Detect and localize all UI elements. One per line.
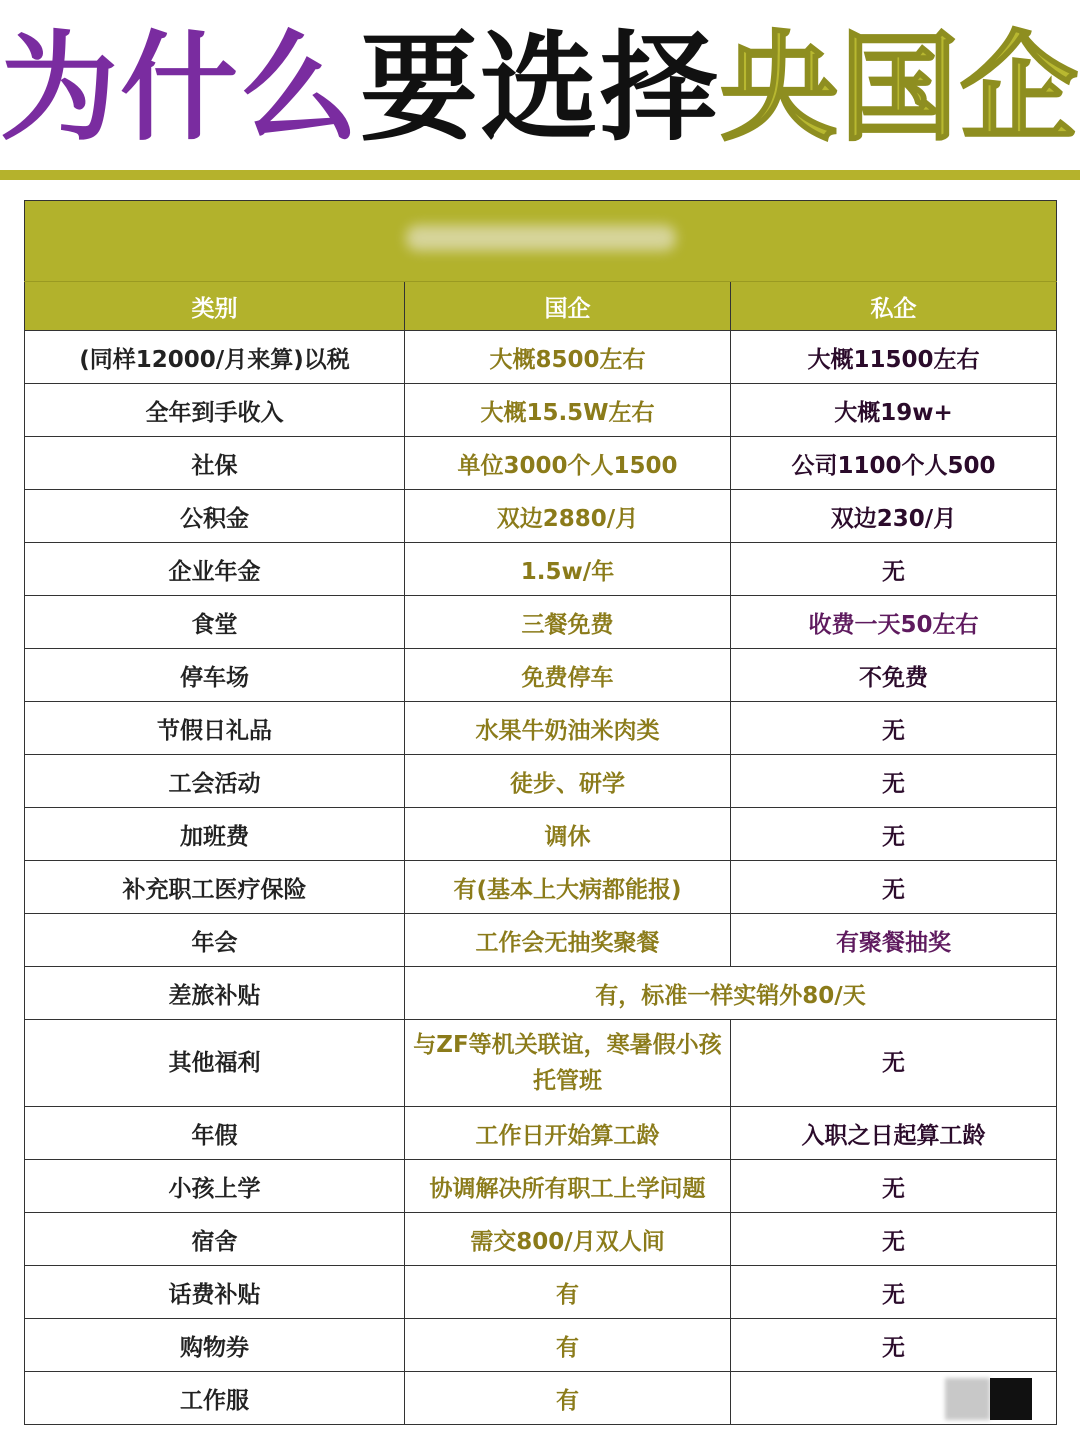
table-row <box>25 1319 1057 1372</box>
state-owned-cell: 有 <box>405 1266 731 1319</box>
header-private: 私企 <box>731 282 1057 331</box>
title-part-2: 要选择 <box>360 19 721 157</box>
title-underline <box>0 170 1080 180</box>
table-row <box>25 1266 1057 1319</box>
category-cell: 年会 <box>25 914 405 967</box>
category-cell: 公积金 <box>25 490 405 543</box>
table-row <box>25 1107 1057 1160</box>
category-cell: (同样12000/月来算)以税 <box>25 331 405 384</box>
state-owned-cell: 徒步、研学 <box>405 755 731 808</box>
category-cell: 补充职工医疗保险 <box>25 861 405 914</box>
private-cell: 无 <box>731 861 1057 914</box>
header-category: 类别 <box>25 282 405 331</box>
corner-block <box>990 1378 1032 1420</box>
state-owned-cell: 单位3000个人1500 <box>405 437 731 490</box>
table-row <box>25 437 1057 490</box>
private-cell: 收费一天50左右 <box>731 596 1057 649</box>
table-row <box>25 1020 1057 1107</box>
category-cell: 社保 <box>25 437 405 490</box>
state-owned-cell: 免费停车 <box>405 649 731 702</box>
category-cell: 停车场 <box>25 649 405 702</box>
table-row <box>25 384 1057 437</box>
category-cell: 购物券 <box>25 1319 405 1372</box>
merged-value-cell: 有，标准一样实销外80/天 <box>405 967 1057 1020</box>
state-owned-cell: 工作会无抽奖聚餐 <box>405 914 731 967</box>
category-cell: 话费补贴 <box>25 1266 405 1319</box>
table-row <box>25 1160 1057 1213</box>
category-cell: 食堂 <box>25 596 405 649</box>
table-banner <box>25 201 1057 282</box>
private-cell: 无 <box>731 1160 1057 1213</box>
private-cell: 无 <box>731 1213 1057 1266</box>
category-cell: 小孩上学 <box>25 1160 405 1213</box>
table-row <box>25 1213 1057 1266</box>
header-state-owned: 国企 <box>405 282 731 331</box>
table-header <box>25 282 1057 331</box>
private-cell: 无 <box>731 702 1057 755</box>
private-cell: 入职之日起算工龄 <box>731 1107 1057 1160</box>
category-cell: 企业年金 <box>25 543 405 596</box>
private-cell: 无 <box>731 1319 1057 1372</box>
category-cell: 其他福利 <box>25 1020 405 1107</box>
title-part-1: 为什么 <box>0 19 361 157</box>
category-cell: 加班费 <box>25 808 405 861</box>
table-row <box>25 490 1057 543</box>
category-cell: 宿舍 <box>25 1213 405 1266</box>
private-cell: 无 <box>731 1266 1057 1319</box>
category-cell: 工会活动 <box>25 755 405 808</box>
private-cell: 无 <box>731 1020 1057 1107</box>
private-cell: 无 <box>731 755 1057 808</box>
category-cell: 节假日礼品 <box>25 702 405 755</box>
title-part-3: 央国企 <box>720 19 1080 157</box>
state-owned-cell: 有(基本上大病都能报) <box>405 861 731 914</box>
category-cell: 全年到手收入 <box>25 384 405 437</box>
state-owned-cell: 需交800/月双人间 <box>405 1213 731 1266</box>
private-cell: 不免费 <box>731 649 1057 702</box>
state-owned-cell: 双边2880/月 <box>405 490 731 543</box>
private-cell: 无 <box>731 543 1057 596</box>
blurred-banner-text <box>25 201 1057 282</box>
private-cell: 有聚餐抽奖 <box>731 914 1057 967</box>
table-row <box>25 808 1057 861</box>
category-cell: 年假 <box>25 1107 405 1160</box>
state-owned-cell: 工作日开始算工龄 <box>405 1107 731 1160</box>
table-row <box>25 914 1057 967</box>
table-row <box>25 702 1057 755</box>
state-owned-cell: 大概8500左右 <box>405 331 731 384</box>
table-row <box>25 596 1057 649</box>
table-row <box>25 649 1057 702</box>
table-row <box>25 861 1057 914</box>
state-owned-cell: 大概15.5W左右 <box>405 384 731 437</box>
state-owned-cell: 调休 <box>405 808 731 861</box>
state-owned-cell: 1.5w/年 <box>405 543 731 596</box>
state-owned-cell: 有 <box>405 1319 731 1372</box>
page-title <box>0 18 1080 158</box>
category-cell: 差旅补贴 <box>25 967 405 1020</box>
private-cell: 公司1100个人500 <box>731 437 1057 490</box>
table-row <box>25 331 1057 384</box>
private-cell: 双边230/月 <box>731 490 1057 543</box>
state-owned-cell: 与ZF等机关联谊，寒暑假小孩托管班 <box>405 1020 731 1107</box>
table-row <box>25 1372 1057 1425</box>
corner-smudge <box>945 1378 990 1420</box>
state-owned-cell: 水果牛奶油米肉类 <box>405 702 731 755</box>
private-cell: 大概19w+ <box>731 384 1057 437</box>
category-cell: 工作服 <box>25 1372 405 1425</box>
state-owned-cell: 三餐免费 <box>405 596 731 649</box>
private-cell: 大概11500左右 <box>731 331 1057 384</box>
table-row <box>25 543 1057 596</box>
state-owned-cell: 有 <box>405 1372 731 1425</box>
table-row <box>25 967 1057 1020</box>
comparison-table <box>24 200 1057 1425</box>
private-cell: 无 <box>731 808 1057 861</box>
state-owned-cell: 协调解决所有职工上学问题 <box>405 1160 731 1213</box>
table-row <box>25 755 1057 808</box>
